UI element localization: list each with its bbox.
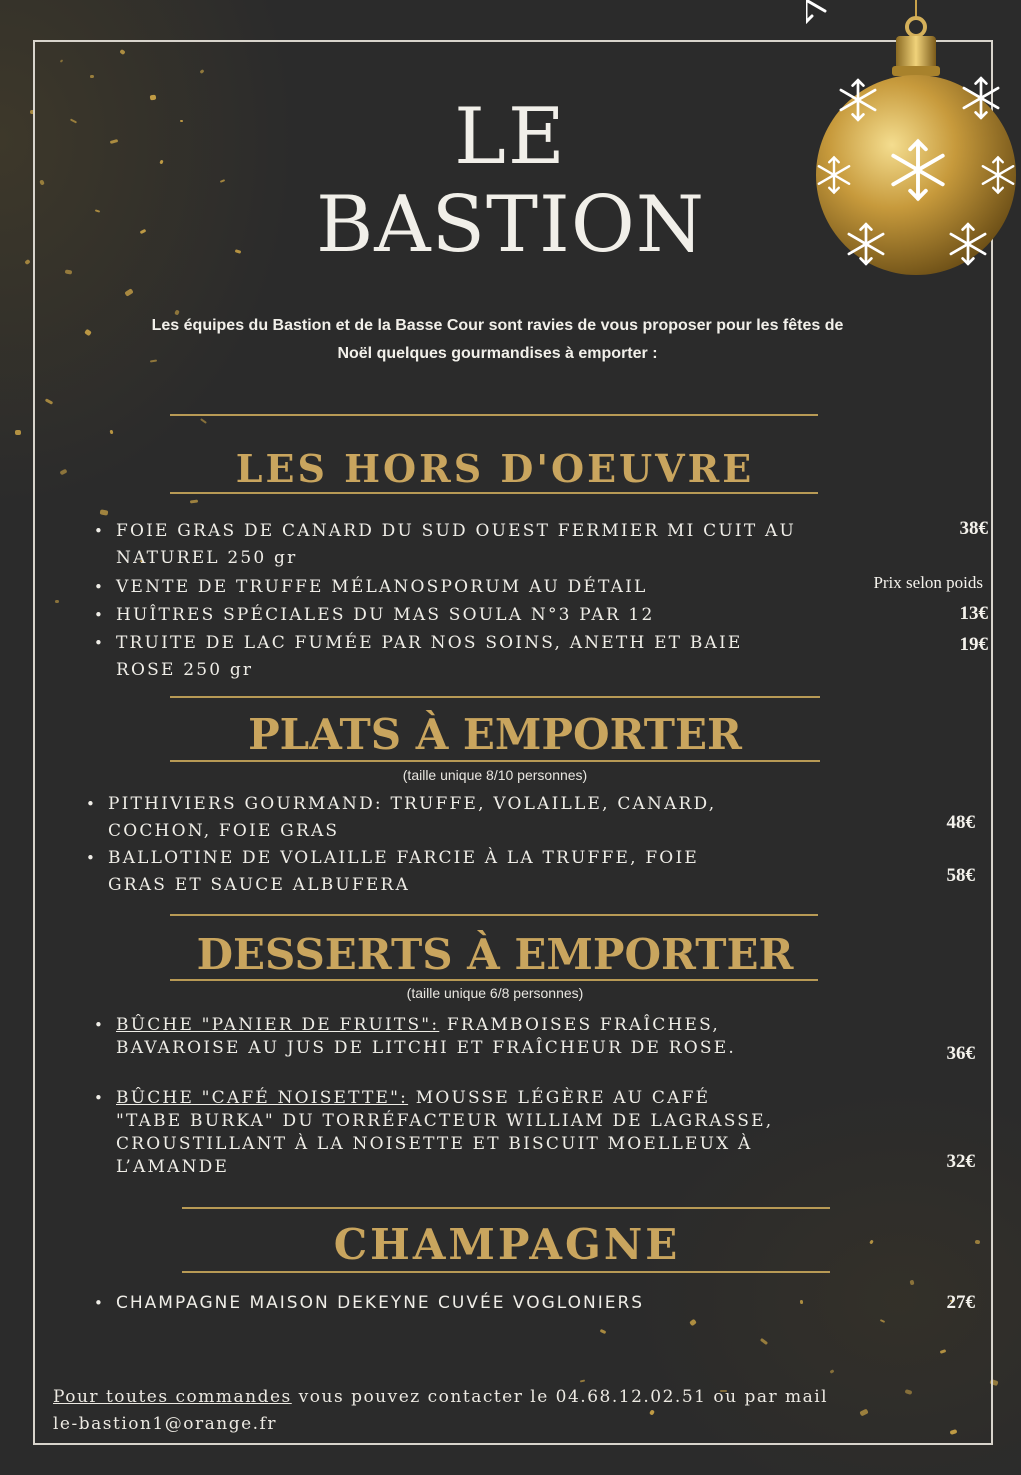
bullet: • [94, 1089, 106, 1107]
item-price: 36€ [946, 1043, 975, 1064]
intro-text [130, 312, 865, 368]
item-text: L’AMANDE [116, 1157, 230, 1177]
item-text: FOIE GRAS DE CANARD DU SUD OUEST FERMIER MI CUIT AU [116, 521, 796, 541]
item-text: NATUREL 250 gr [116, 548, 298, 568]
section-title-plats: PLATS À EMPORTER [248, 710, 742, 759]
section-divider [170, 414, 818, 416]
section-divider [170, 914, 818, 916]
item-price: 58€ [946, 865, 975, 886]
item-price: 19€ [959, 634, 988, 655]
item-price: 13€ [959, 603, 988, 624]
footer-text: vous pouvez contacter le 04.68.12.02.51 ou par mail [291, 1387, 829, 1407]
section-title-champagne: CHAMPAGNE [333, 1220, 681, 1269]
menu-item [94, 1014, 736, 1060]
footer-line [53, 1384, 828, 1411]
bullet: • [94, 634, 106, 652]
section-subtitle: (taille unique 6/8 personnes) [406, 985, 584, 1001]
section-divider [170, 760, 820, 762]
item-name: BÛCHE "CAFÉ NOISETTE": [116, 1088, 409, 1108]
bullet: • [94, 578, 106, 596]
section-divider [182, 1207, 830, 1209]
item-text: GRAS ET SAUCE ALBUFERA [108, 875, 410, 895]
gold-speckle [15, 430, 21, 435]
menu-item [94, 602, 655, 629]
menu-item [86, 791, 717, 845]
item-price: 48€ [946, 812, 975, 833]
item-text: PITHIVIERS GOURMAND: TRUFFE, VOLAILLE, CANARD, [108, 794, 717, 814]
section-divider [182, 1271, 830, 1273]
section-title-desserts: DESSERTS À EMPORTER [196, 930, 794, 979]
item-text: CHAMPAGNE MAISON DEKEYNE CUVÉE VOGLONIERS [116, 1293, 645, 1313]
section-divider [170, 979, 818, 981]
email-link[interactable]: le-bastion1@orange.fr [53, 1414, 277, 1434]
item-name: BÛCHE "PANIER DE FRUITS": [116, 1015, 440, 1035]
section-divider [170, 492, 818, 494]
item-price: 27€ [946, 1292, 975, 1313]
section-divider [170, 696, 820, 698]
restaurant-title-line2: BASTION [315, 180, 706, 270]
item-text: BAVAROISE AU JUS DE LITCHI ET FRAÎCHEUR DE ROSE. [116, 1038, 736, 1058]
item-text-rest: FRAMBOISES FRAÎCHES, [439, 1015, 720, 1035]
item-text: "TABE BURKA" DU TORRÉFACTEUR WILLIAM DE LAGRASSE, [116, 1111, 774, 1131]
item-price: 32€ [946, 1151, 975, 1172]
menu-item [86, 845, 699, 899]
bullet: • [94, 606, 106, 624]
item-text: BALLOTINE DE VOLAILLE FARCIE À LA TRUFFE, FOIE [108, 848, 699, 868]
menu-item [94, 630, 743, 684]
item-price: 38€ [959, 518, 988, 539]
menu-item [94, 518, 796, 572]
bullet: • [86, 795, 98, 813]
bullet: • [94, 522, 106, 540]
intro-line: Les équipes du Bastion et de la Basse Cour sont ravies de vous proposer pour les fêtes de [151, 317, 844, 334]
menu-item [94, 1087, 774, 1179]
contact-footer [53, 1384, 828, 1438]
menu-item [94, 574, 648, 601]
item-text: HUÎTRES SPÉCIALES DU MAS SOULA N°3 PAR 12 [116, 605, 655, 625]
order-link[interactable]: Pour toutes commandes [53, 1387, 292, 1407]
item-text [116, 1014, 736, 1037]
item-text-rest: MOUSSE LÉGÈRE AU CAFÉ [408, 1088, 711, 1108]
bullet: • [94, 1016, 106, 1034]
item-text: VENTE DE TRUFFE MÉLANOSPORUM AU DÉTAIL [116, 577, 648, 597]
section-subtitle: (taille unique 8/10 personnes) [402, 767, 588, 783]
menu-item [94, 1290, 645, 1317]
bullet: • [86, 849, 98, 867]
item-text: TRUITE DE LAC FUMÉE PAR NOS SOINS, ANETH ET BAIE [116, 633, 743, 653]
section-title-hors-doeuvre: LES HORS D'OEUVRE [235, 446, 755, 491]
bullet: • [94, 1294, 105, 1312]
item-price: Prix selon poids [873, 573, 983, 592]
restaurant-title-line1: LE [454, 92, 567, 182]
item-text [116, 1087, 773, 1110]
item-text: ROSE 250 gr [116, 660, 254, 680]
item-text: CROUSTILLANT À LA NOISETTE ET BISCUIT MOELLEUX À [116, 1134, 753, 1154]
item-text: COCHON, FOIE GRAS [108, 821, 340, 841]
intro-line: Noël quelques gourmandises à emporter : [337, 345, 658, 362]
